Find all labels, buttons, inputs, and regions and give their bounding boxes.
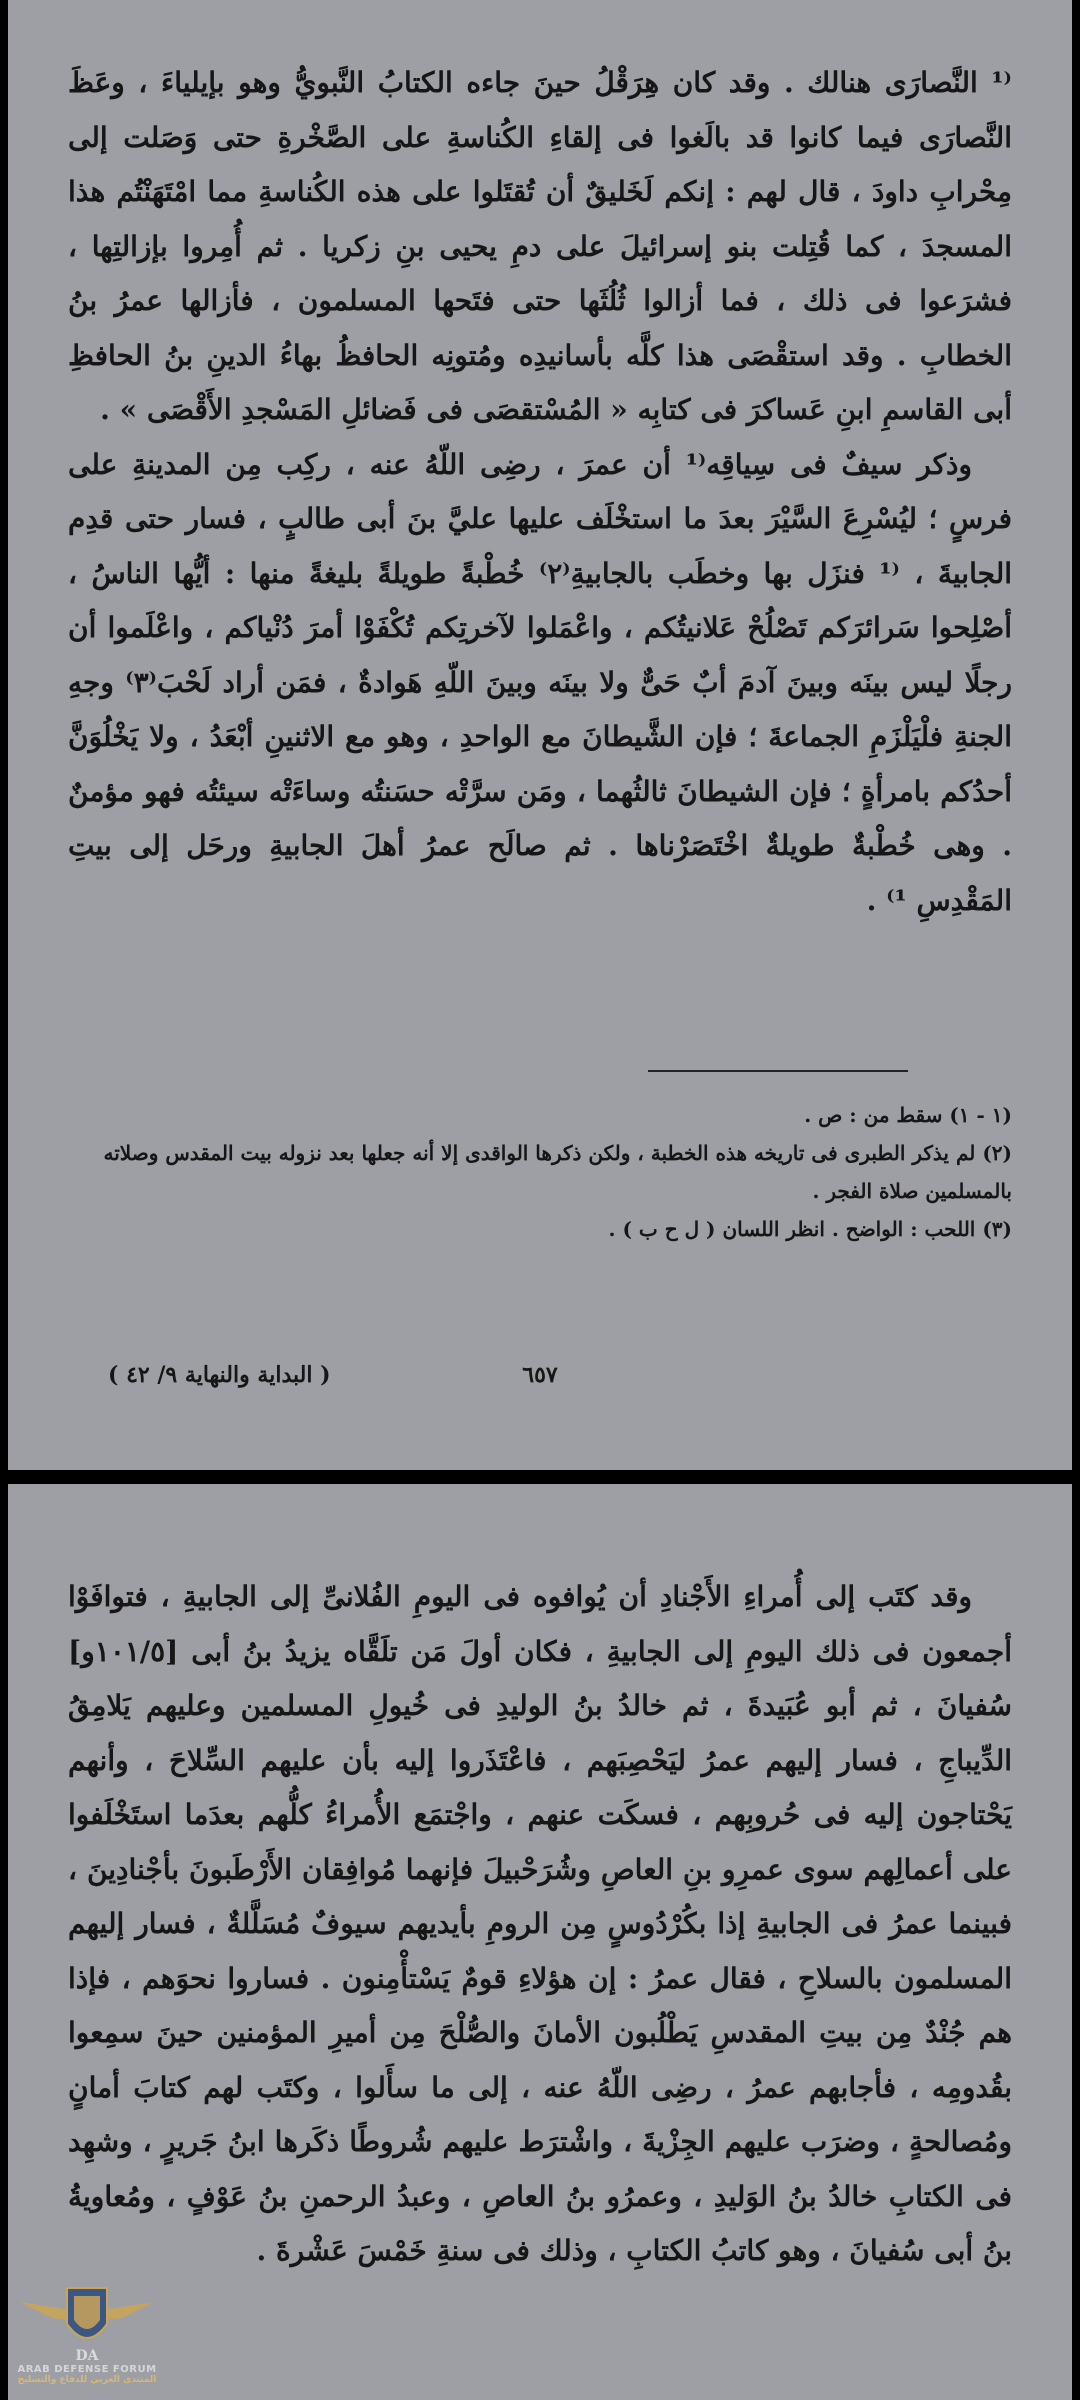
- footnote-3: (٣) اللحب : الواضح . انظر اللسان ( ل ح ب ) .: [608, 1217, 1012, 1241]
- page-body: [8, 56, 1072, 928]
- footnote-1: (١ - ١) سقط من : ص .: [804, 1103, 1012, 1127]
- forum-logo-icon: [12, 2274, 162, 2364]
- paragraph-2: وذكر سيفٌ فى سِياقِه⁽¹ أن عمرَ ، رضِى اللّهُ عنه ، ركِب مِن المدينةِ على فرسٍ ؛ ليُسْرِعَ السَّيْرَ بعدَ ما استخْلَف عليها عليَّ بنَ أبى طالبٍ ، فسار حتى قدِم الجابيةَ ، ⁽¹ فنزَل بها وخطَب بالجابيةِ⁽٢⁾ خُطْبةً طويلةً بليغةً منها : أيُّها الناسُ ، أصْلِحوا سَرائرَكم تَصْلُحْ عَلانيتُكم ، واعْمَلوا لآخرتِكم تُكْفَوْا أمرَ دُنْياكم ، واعْلَموا أن رجلًا ليس بينَه وبينَ آدمَ أبٌ حَىٌّ ولا بينَه وبينَ اللّهِ هَوادةٌ ، فمَن أراد لَحْبَ⁽٣⁾ وجهِ الجنةِ فلْيَلْزَمِ الجماعةَ ؛ فإن الشَّيطانَ مع الواحدِ ، وهو مع الاثنينِ أبْعَدُ ، ولا يَخْلُوَنَّ أحدُكم بامرأةٍ ؛ فإن الشيطانَ ثالثُهما ، ومَن سرَّتْه حسَنتُه وساءَتْه سيئتُه فهو مؤمنٌ . وهى خُطْبةٌ طويلةٌ اخْتَصَرْناها . ثم صالَح عمرُ أهلَ الجابيةِ ورحَل إلى بيتِ المَقْدِسِ ¹⁾ .: [68, 447, 1013, 917]
- footnote-2: (٢) لم يذكر الطبرى فى تاريخه هذه الخطبة ، ولكن ذكرها الواقدى إلا أنه جعلها بعد نزوله بيت المقدس وصلاته بالمسلمين صلاة الفجر .: [103, 1141, 1012, 1203]
- book-page-next: [8, 1484, 1072, 2400]
- paragraph-1: وقد كتَب إلى أُمراءِ الأَجْنادِ أن يُوافوه فى اليومِ الفُلانىِّ إلى الجابيةِ ، فتوافَوْا أجمعون فى ذلك اليومِ إلى الجابيةِ ، فكان أولَ مَن تلَقَّاه يزيدُ بنُ أبى [١٠١/٥و] سُفيانَ ، ثم أبو عُبَيدةَ ، ثم خالدُ بنُ الوليدِ فى خُيولِ المسلمين وعليهم يَلامِقُ الدِّيباجِ ، فسار إليهم عمرُ ليَحْصِبَهم ، فاعْتَذَروا إليه بأن عليهم السِّلاحَ ، وأنهم يَحْتاجون إليه فى حُروبِهم ، فسكَت عنهم ، واجْتمَع الأُمراءُ كلُّهم بعدَما استَخْلَفوا على أعمالِهم سوى عمرِو بنِ العاصِ وشُرَحْبيلَ فإنهما مُوافِقان الأَرْطَبونَ بأجْنادِينَ ، فبينما عمرُ فى الجابيةِ إذا بكُرْدُوسٍ مِن الرومِ بأيديهم سيوفٌ مُسَلَّلةٌ ، فسار إليهم المسلمون بالسلاحِ ، فقال عمرُ : إن هؤلاءِ قومٌ يَسْتأْمِنون . فساروا نحوَهم ، فإذا هم جُنْدٌ مِن بيتِ المقدسِ يَطْلُبون الأمانَ والصُّلْحَ مِن أميرِ المؤمنين حينَ سمِعوا بقُدومِه ، فأجابهم عمرُ ، رضِى اللّهُ عنه ، إلى ما سأَلوا ، وكتَب لهم كتابَ أمانٍ ومُصالحةٍ ، وضرَب عليهم الجِزْيةَ ، واشْترَط عليهم شُروطًا ذكَرها ابنُ جَريرٍ ، وشهِد فى الكتابِ خالدُ بنُ الوَليدِ ، وعمرُو بنُ العاصِ ، وعبدُ الرحمنِ بنُ عَوْفٍ ، ومُعاويةُ بنُ أبى سُفيانَ ، وهو كاتبُ الكتابِ ، وذلك فى سنةِ خَمْسَ عَشْرةَ .: [68, 1580, 1013, 2267]
- watermark-title: ARAB DEFENSE FORUM: [17, 2364, 157, 2375]
- source-reference: ( البداية والنهاية ٩/ ٤٢ ): [108, 1362, 331, 1388]
- forum-watermark: [12, 2274, 162, 2394]
- page-footer: [108, 1362, 972, 1398]
- logo-text: DA: [75, 2348, 99, 2364]
- paragraph-1: ⁽¹ النَّصارَى هنالك . وقد كان هِرَقْلُ حينَ جاءه الكتابُ النَّبويُّ وهو بإيلياءَ ، وعَظَ النَّصارَى فيما كانوا قد بالَغوا فى إلقاءِ الكُناسةِ على الصَّخْرةِ حتى وَصَلت إلى مِحْرابِ داودَ ، قال لهم : إنكم لَخَليقٌ أن تُقتَلوا على هذه الكُناسةِ مما امْتَهَنْتُم هذا المسجدَ ، كما قُتِلت بنو إسرائيلَ على دمِ يحيى بنِ زكريا . ثم أُمِروا بإزالتِها ، فشرَعوا فى ذلك ، فما أزالوا ثُلُثَها حتى فتَحها المسلمون ، فأزالها عمرُ بنُ الخطابِ . وقد استقْصَى هذا كلَّه بأسانيدِه ومُتونِه الحافظُ بهاءُ الدينِ بنُ الحافظِ أبى القاسمِ ابنِ عَساكرَ فى كتابِه « المُسْتقصَى فى فَضائلِ المَسْجدِ الأَقْصَى » .: [68, 66, 1012, 426]
- page-number: ٦٥٧: [522, 1362, 558, 1388]
- page-body: [8, 1570, 1072, 2279]
- book-page-657: [8, 0, 1072, 1470]
- watermark-subtitle: المنتدى العربي للدفاع والتسليح: [17, 2375, 157, 2385]
- footnote-divider: [648, 1070, 908, 1072]
- footnotes: [68, 1096, 1012, 1248]
